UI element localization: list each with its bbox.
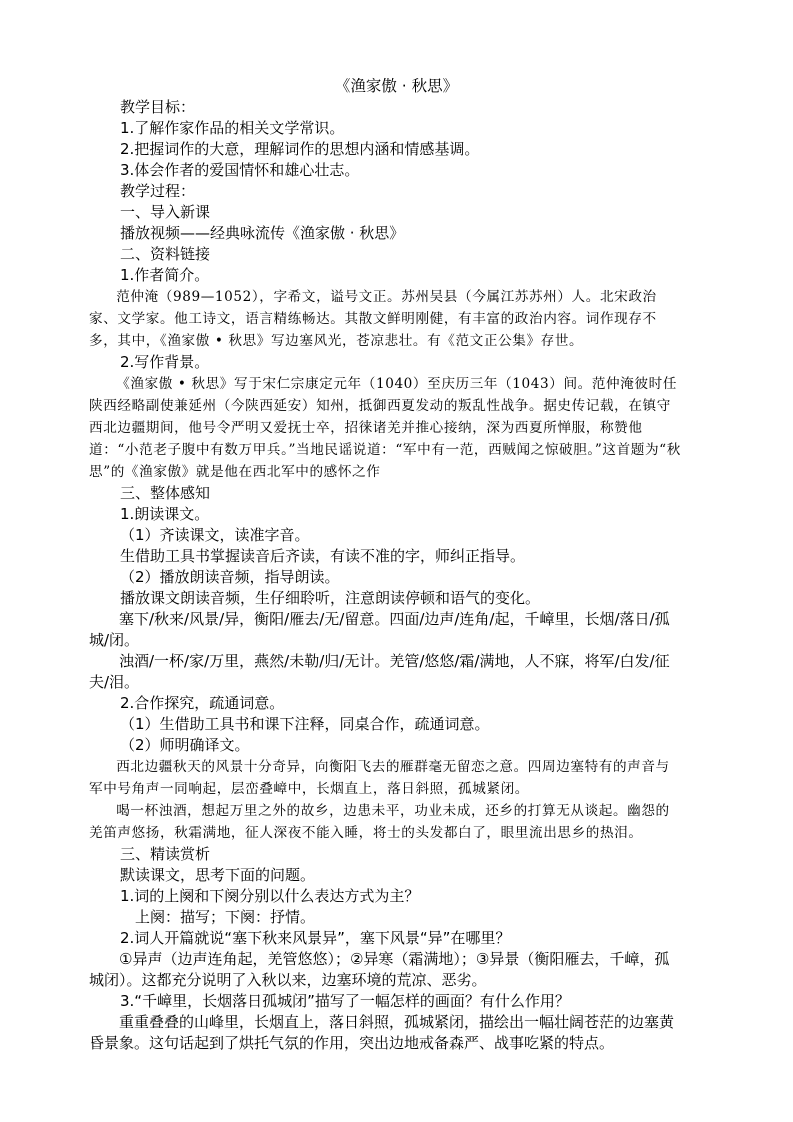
paragraph: 默读课文，思考下面的问题。: [120, 866, 316, 884]
subheading: 2.写作背景。: [120, 353, 210, 371]
section-heading: 三、整体感知: [120, 484, 211, 502]
subheading: 1.作者简介。: [120, 266, 210, 284]
paragraph: 播放课文朗读音频，生仔细聆听，注意朗读停顿和语气的变化。: [120, 589, 541, 607]
answer: ①异声（边声连角起，羌管悠悠）；②异寒（霜满地）；③异景（衡阳雁去，千嶂，孤城闭）。这都充分说明了入秋以来，边塞环境的荒凉、恶劣。: [89, 950, 670, 989]
section-heading: 三、精读赏析: [120, 845, 211, 863]
translation-paragraph: 西北边疆秋天的风景十分奇异，向衡阳飞去的雁群毫无留恋之意。四周边塞特有的声音与军中号角声一同响起，层峦叠嶂中，长烟直上，落日斜照，孤城紧闭。: [89, 759, 670, 797]
step-item: （1）齐读课文，读准字音。: [120, 526, 310, 544]
objective-item: 2.把握词作的大意，理解词作的思想内涵和情感基调。: [120, 140, 480, 158]
objective-item: 3.体会作者的爱国情怀和雄心壮志。: [120, 161, 360, 179]
section-heading-objectives: 教学目标：: [120, 98, 196, 116]
translation-paragraph: 喝一杯浊酒，想起万里之外的故乡，边患未平，功业未成，还乡的打算无从谈起。幽怨的羌笛声悠扬，秋霜满地，征人深夜不能入睡，将士的头发都白了，眼里流出思乡的热泪。: [89, 803, 670, 841]
paragraph: 生借助工具书掌握读音后齐读，有读不准的字，师纠正指导。: [120, 547, 526, 565]
objective-item: 1.了解作家作品的相关文学常识。: [120, 119, 345, 137]
answer: 重重叠叠的山峰里，长烟直上，落日斜照，孤城紧闭，描绘出一幅壮阔苍茫的边塞黄昏景象。这句话起到了烘托气氛的作用，突出边地戒备森严、战事吃紧的特点。: [89, 1013, 675, 1052]
poem-pause-marking: 浊酒/一杯/家/万里，燕然/未勒/归/无计。羌管/悠悠/霜/满地，人不寐，将军/白发/征夫/泪。: [89, 652, 670, 691]
question: 1.词的上阕和下阕分别以什么表达方式为主？: [120, 887, 420, 905]
section-heading-process: 教学过程：: [120, 182, 196, 200]
paragraph: 播放视频——经典咏流传《渔家傲 · 秋思》: [120, 224, 405, 242]
section-heading: 二、资料链接: [120, 245, 211, 263]
step-item: （2）师明确译文。: [120, 736, 250, 754]
document-title: 《渔家傲 · 秋思》: [334, 77, 459, 95]
question: 2.词人开篇就说“塞下秋来风景异”，塞下风景“异”在哪里？: [120, 929, 511, 947]
poem-pause-marking: 塞下/秋来/风景/异，衡阳/雁去/无/留意。四面/边声/连角/起，千嶂里，长烟/落日/孤城/闭。: [89, 610, 670, 649]
subheading: 1.朗读课文。: [120, 505, 210, 523]
document-body: [89, 97, 681, 1054]
section-heading: 一、导入新课: [120, 203, 211, 221]
background-paragraph: 《渔家傲 • 秋思》写于宋仁宗康定元年（1040）至庆历三年（1043）间。范仲淹彼时任陕西经略副使兼延州（今陕西延安）知州，抵御西夏发动的叛乱性战争。据史传记载，在镇守西北边疆期间，他号令严明又爱抚士卒，招徕诸羌并推心接纳，深为西夏所惮服，称赞他道：“小范老子腹中有数万甲兵。”当地民谣说道：“军中有一范，西贼闻之惊破胆。”这首题为“秋思”的《渔家傲》就是他在西北军中的感怀之作: [89, 376, 681, 480]
author-intro-paragraph: 范仲淹（989—1052），字希文，谥号文正。苏州吴县（今属江苏苏州）人。北宋政治家、文学家。他工诗文，语言精练畅达。其散文鲜明刚健，有丰富的政治内容。词作现存不多，其中，《渔家傲 • 秋思》写边塞风光，苍凉悲壮。有《范文正公集》存世。: [89, 289, 657, 349]
subheading: 2.合作探究，疏通词意。: [120, 694, 285, 712]
question: 3.“千嶂里，长烟落日孤城闭”描写了一幅怎样的画面？有什么作用？: [120, 992, 570, 1010]
step-item: （1）生借助工具书和课下注释，同桌合作，疏通词意。: [120, 715, 490, 733]
step-item: （2）播放朗读音频，指导朗读。: [120, 568, 340, 586]
answer: 上阕：描写；下阕：抒情。: [135, 908, 316, 926]
